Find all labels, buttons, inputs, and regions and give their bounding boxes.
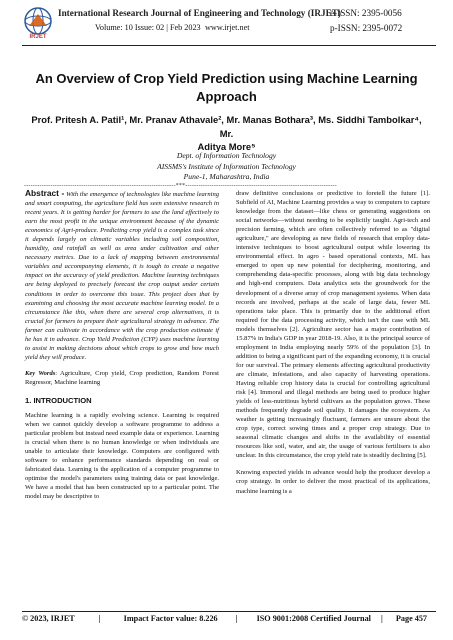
footer-separator: | [381, 614, 383, 623]
eissn: e-ISSN: 2395-0056 [330, 8, 402, 18]
pissn: p-ISSN: 2395-0072 [330, 23, 403, 33]
journal-name: International Research Journal of Engineering and Technology (IRJET) [58, 8, 341, 18]
irjet-logo-icon [23, 6, 53, 36]
irjet-logo [23, 6, 53, 44]
intro-heading: 1. INTRODUCTION [25, 395, 92, 405]
header-divider [22, 45, 436, 46]
volume-issue: Volume: 10 Issue: 02 | Feb 2023 [95, 23, 201, 32]
author-list [30, 113, 423, 154]
authors-line-2: Aditya More⁵ [197, 141, 256, 153]
paper-title [30, 70, 423, 106]
footer-impact-factor: Impact Factor value: 8.226 [123, 614, 218, 623]
footer-page-number: Page 457 [395, 614, 428, 623]
abstract-label: Abstract - [25, 188, 65, 198]
abstract-text: With the emergence of technologies like machine learning and smart computing, the agriculture field has seen extensive research in recent years. It is getting harder for farmers to use the land effectively to earn the most profit in the unique environment because of the dynamic economics of Agri-produce. Predicting crop yield is a complex task since it depends largely on climatic variables including soil composition, humidity, and rainfall as well as area under cultivation and other necessary metrics. Due to a lack of mapping between environmental variables and accompanying elements, it is tough to create a negative impact on the accuracy of yield prediction. Machine learning techniques are being deployed to precisely forecast the crop output under certain conditions in order to overcome this issue. This project does that by examining and choosing the most accurate machine learning model. In a circumstance like this, when there are several crop alternatives, it is crucial for farmers to prepare their agricultural strategy in advance. The farmer can cultivate in accordance with the crop production estimate if he has it in advance. Crop Yield Prediction (CYP) uses machine learning to assist in making decisions about which crops to grow and how much yield they will produce. [25, 191, 219, 361]
affiliation-location: Pune-1, Maharashtra, India [183, 172, 270, 181]
footer-separator: | [98, 614, 101, 623]
right-column [236, 189, 430, 496]
journal-footer [22, 614, 436, 623]
journal-website-link[interactable]: www.irjet.net [205, 23, 250, 32]
title-line-1: An Overview of Crop Yield Prediction using Machine Learning [35, 71, 418, 86]
footer-iso: ISO 9001:2008 Certified Journal [256, 614, 371, 623]
body-paragraph-1: draw definitive conclusions or predictive to foretell the future [1]. Subfield of AI, Machine Learning provides a way to computers to capture knowledge from the dataset—like chess or generating suggestions on social networks—without needing to be explicitly taught. Agri-tech and precision farming, which are often collectively referred to as "digital agriculture," are developing as new fields of research that employ data-intensive techniques to boost agricultural output while lowering its environmental effect. In agro - based operational contexts, ML has emerged to open up new potential for deciphering, monitoring, and comprehending data-specific processes, along with big data technology and high-end computers. Data analytics sets the groundwork for the development of a diverse array of crop management systems. When data records are involved, perhaps at the scale of large data, fewer ML operations take place. This is primarily due to the additional effort required for the data processing activity, which isn't the case with ML models themselves [2]. Agriculture sector has a major contribution of 15.87% in India's GDP in year 2018-19. Also, it is the principal source of employment in India employing nearly 59% of the population [3]. In addition to being a significant part of the expanding economy, it is crucial for our survival. The primary elements affecting agricultural productivity are climate, infestations, and also capacity of harvesting operations. Having reliable crop history data is crucial for controlling agricultural risk [4]. Immoral and illegal methods are being used to produce higher yields of less-nutritious hybrid cultivars as the population grows. These methods frequently degrade soil quality. It damages the ecosystem. As weather is getting increasingly fluctuant, farmers are unsure about the crop type, correct sowing times and a proper crop strategy. Due to seasonal climatic changes and shifts in the availability of essential resources like soil, water, and air, the usage of various fertilisers is also unclear. In this circumstance, the crop yield rate is steadily declining [5]. [236, 190, 430, 460]
keywords [25, 369, 219, 387]
title-line-2: Approach [196, 89, 257, 104]
affiliation [30, 151, 423, 183]
keywords-text: : Agriculture, Crop yield, Crop prediction, Random Forest Regressor, Machine learning [25, 369, 219, 386]
footer-copyright: © 2023, IRJET [22, 614, 75, 623]
section-separator: ---------------------------------------------------------------------***--------------------------------------------------------------------- [24, 183, 337, 189]
abstract [25, 189, 219, 362]
affiliation-dept: Dept. of Information Technology [176, 151, 277, 160]
footer-separator: | [235, 614, 238, 623]
authors-line-1: Prof. Pritesh A. Patil¹, Mr. Pranav Athavale², Mr. Manas Bothara³, Ms. Siddhi Tambolkar⁴, Mr. [31, 114, 422, 139]
logo-text: IRJET [29, 34, 47, 40]
body-paragraph-2: Knowing expected yields in advance would help the producer develop a crop strategy. In order to deliver the most practical of its applications, machine learning is a [236, 469, 430, 495]
affiliation-institute: AISSMS's Institute of Information Technology [157, 161, 296, 171]
footer-divider [22, 611, 436, 612]
journal-header [0, 0, 453, 50]
intro-paragraph: Machine learning is a rapidly evolving science. Learning is required when we cannot quickly develop a software programme to address a particular problem but instead need example data or experience. Learning is crucial when there is no human knowledge or when individuals are unable to articulate their knowledge. Computers are configured with software to enhance performance standards depending on real or fabricated data. Learning is the application of a computer programme to optimise the model's parameters using training data or past knowledge. We have a model that has been constructed up to a particular point. The model may be descriptive to [25, 412, 219, 501]
keywords-label: Key Words [25, 369, 56, 377]
left-column [25, 189, 219, 502]
